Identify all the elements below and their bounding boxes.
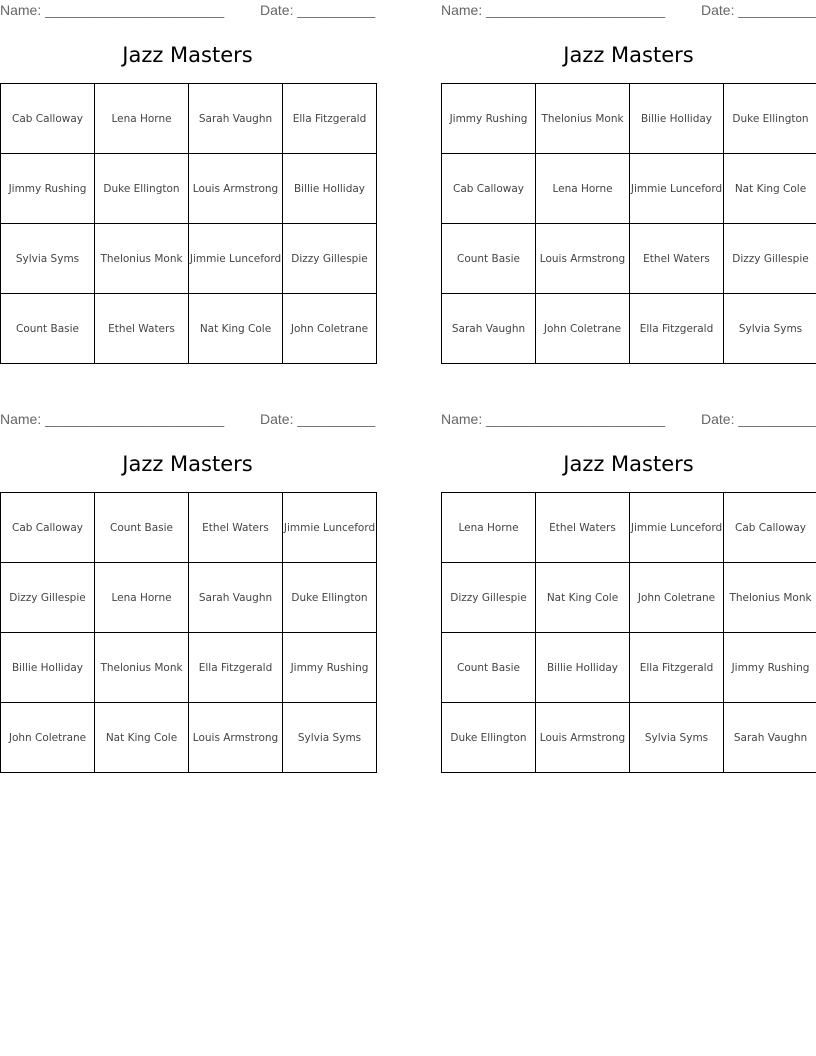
grid-cell: Billie Holliday	[630, 84, 724, 154]
grid-cell: Cab Calloway	[1, 84, 95, 154]
card-title: Jazz Masters	[563, 43, 694, 67]
bingo-card-3	[0, 409, 375, 773]
grid-cell: Ella Fitzgerald	[189, 633, 283, 703]
grid-cell: Jimmie Lunceford	[630, 493, 724, 563]
grid-cell: Lena Horne	[95, 563, 189, 633]
card-header	[441, 2, 816, 20]
grid-cell: Billie Holliday	[536, 633, 630, 703]
grid-cell: Thelonius Monk	[95, 633, 189, 703]
bingo-card-1	[0, 0, 375, 364]
date-field: Date: __________	[701, 2, 816, 18]
grid-cell: Lena Horne	[442, 493, 536, 563]
grid-cell: Louis Armstrong	[189, 154, 283, 224]
grid-cell: Louis Armstrong	[536, 224, 630, 294]
grid-cell: Thelonius Monk	[536, 84, 630, 154]
card-header	[0, 411, 375, 429]
date-field: Date: __________	[701, 411, 816, 427]
name-field: Name: _______________________	[0, 2, 225, 18]
grid-cell: Sylvia Syms	[283, 703, 377, 773]
grid-cell: Cab Calloway	[442, 154, 536, 224]
grid-cell: Dizzy Gillespie	[283, 224, 377, 294]
grid-row	[442, 703, 816, 773]
grid-cell: Louis Armstrong	[536, 703, 630, 773]
grid-cell: Thelonius Monk	[95, 224, 189, 294]
name-field: Name: _______________________	[441, 2, 666, 18]
grid-cell: John Coletrane	[536, 294, 630, 364]
date-field: Date: __________	[260, 2, 376, 18]
bingo-card-4	[441, 409, 816, 773]
grid-cell: Jimmy Rushing	[442, 84, 536, 154]
grid-row	[1, 493, 377, 563]
grid-row	[1, 294, 377, 364]
grid-cell: Nat King Cole	[189, 294, 283, 364]
grid-cell: Jimmie Lunceford	[630, 154, 724, 224]
grid-row	[1, 633, 377, 703]
grid-cell: Dizzy Gillespie	[724, 224, 816, 294]
bingo-grid	[0, 492, 377, 773]
grid-cell: Duke Ellington	[442, 703, 536, 773]
grid-row	[1, 703, 377, 773]
grid-cell: Count Basie	[442, 224, 536, 294]
grid-cell: Ethel Waters	[95, 294, 189, 364]
date-field: Date: __________	[260, 411, 376, 427]
grid-cell: Jimmie Lunceford	[283, 493, 377, 563]
grid-row	[442, 154, 816, 224]
bingo-grid	[441, 492, 816, 773]
card-header	[0, 2, 375, 20]
grid-cell: Nat King Cole	[95, 703, 189, 773]
card-title: Jazz Masters	[122, 452, 253, 476]
grid-row	[1, 563, 377, 633]
grid-row	[1, 154, 377, 224]
grid-cell: Billie Holliday	[1, 633, 95, 703]
name-field: Name: _______________________	[0, 411, 225, 427]
grid-row	[442, 633, 816, 703]
grid-cell: Nat King Cole	[724, 154, 816, 224]
grid-cell: Sylvia Syms	[630, 703, 724, 773]
grid-cell: Duke Ellington	[95, 154, 189, 224]
grid-cell: Nat King Cole	[536, 563, 630, 633]
grid-cell: John Coletrane	[1, 703, 95, 773]
grid-cell: Cab Calloway	[1, 493, 95, 563]
grid-cell: Jimmy Rushing	[724, 633, 816, 703]
grid-cell: Ethel Waters	[630, 224, 724, 294]
grid-cell: Dizzy Gillespie	[442, 563, 536, 633]
grid-cell: Ella Fitzgerald	[630, 633, 724, 703]
grid-cell: Ethel Waters	[536, 493, 630, 563]
grid-cell: Sarah Vaughn	[724, 703, 816, 773]
grid-cell: Duke Ellington	[724, 84, 816, 154]
grid-row	[1, 84, 377, 154]
grid-row	[442, 294, 816, 364]
grid-cell: Jimmy Rushing	[1, 154, 95, 224]
grid-cell: Sylvia Syms	[1, 224, 95, 294]
grid-row	[1, 224, 377, 294]
grid-cell: Sylvia Syms	[724, 294, 816, 364]
grid-cell: Count Basie	[442, 633, 536, 703]
grid-cell: Louis Armstrong	[189, 703, 283, 773]
grid-cell: John Coletrane	[283, 294, 377, 364]
grid-row	[442, 563, 816, 633]
card-title: Jazz Masters	[122, 43, 253, 67]
card-title: Jazz Masters	[563, 452, 694, 476]
grid-cell: Sarah Vaughn	[189, 84, 283, 154]
grid-row	[442, 224, 816, 294]
grid-cell: Billie Holliday	[283, 154, 377, 224]
grid-cell: Jimmie Lunceford	[189, 224, 283, 294]
grid-cell: Sarah Vaughn	[189, 563, 283, 633]
grid-cell: Duke Ellington	[283, 563, 377, 633]
grid-cell: Count Basie	[95, 493, 189, 563]
grid-cell: John Coletrane	[630, 563, 724, 633]
grid-cell: Ella Fitzgerald	[283, 84, 377, 154]
name-field: Name: _______________________	[441, 411, 666, 427]
grid-cell: Cab Calloway	[724, 493, 816, 563]
grid-cell: Sarah Vaughn	[442, 294, 536, 364]
grid-cell: Ethel Waters	[189, 493, 283, 563]
grid-row	[442, 493, 816, 563]
grid-cell: Lena Horne	[536, 154, 630, 224]
bingo-card-2	[441, 0, 816, 364]
card-header	[441, 411, 816, 429]
bingo-grid	[441, 83, 816, 364]
bingo-grid	[0, 83, 377, 364]
grid-cell: Jimmy Rushing	[283, 633, 377, 703]
grid-row	[442, 84, 816, 154]
grid-cell: Dizzy Gillespie	[1, 563, 95, 633]
grid-cell: Ella Fitzgerald	[630, 294, 724, 364]
grid-cell: Thelonius Monk	[724, 563, 816, 633]
grid-cell: Count Basie	[1, 294, 95, 364]
grid-cell: Lena Horne	[95, 84, 189, 154]
